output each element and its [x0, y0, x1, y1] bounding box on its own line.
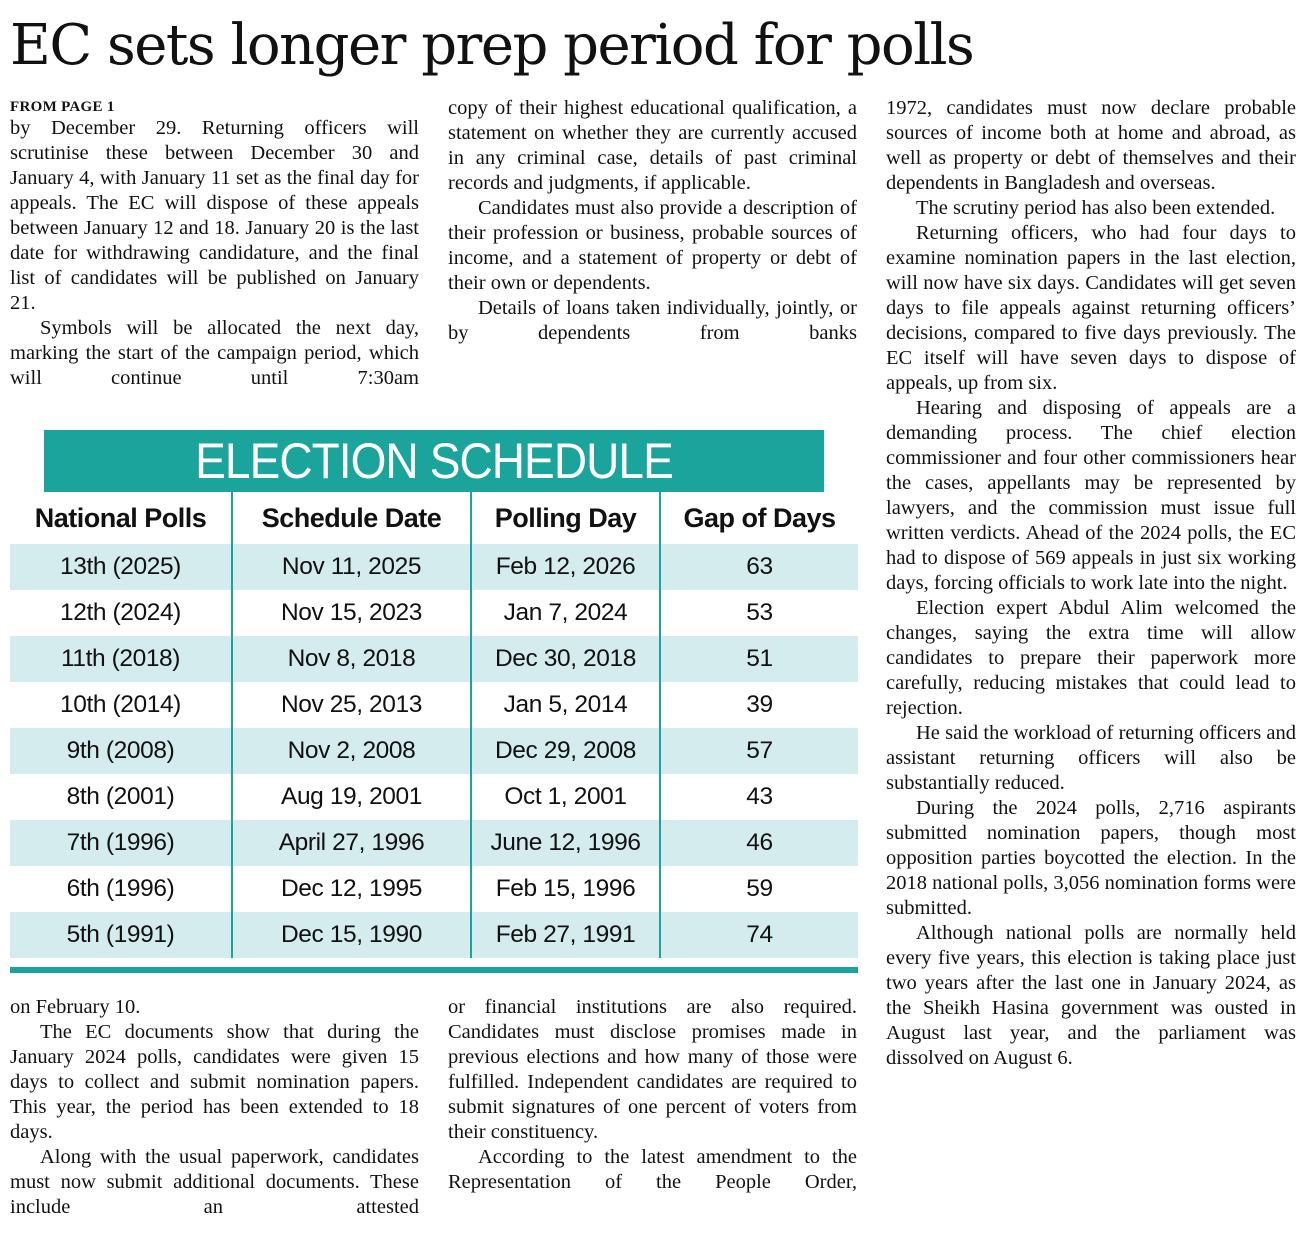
column-2-lower: [448, 995, 857, 1195]
table-row: [10, 866, 858, 912]
paragraph: Hearing and disposing of appeals are a demanding process. The chief election commissioner and four other commissioners hear the cases, appellants may be represented by lawyers, and the commission must issue full written verdicts. Ahead of the 2024 polls, the EC had to dispose of 569 appeals in just six working days, forcing officials to work late into the night.: [886, 397, 1296, 594]
column-header: Schedule Date: [232, 492, 471, 544]
polling-day-cell: Feb 15, 1996: [471, 866, 660, 912]
schedule-date-cell: Nov 15, 2023: [232, 590, 471, 636]
paragraph: or financial institutions are also required. Candidates must disclose promises made in previous elections and how many of those were fulfilled. Independent candidates are required to submit signatures of one percent of voters from their constituency.: [448, 996, 857, 1143]
schedule-date-cell: April 27, 1996: [232, 820, 471, 866]
table-row: [10, 728, 858, 774]
gap-days-cell: 46: [660, 820, 858, 866]
column-1-lower: [10, 995, 419, 1220]
polling-day-cell: Oct 1, 2001: [471, 774, 660, 820]
jump-kicker: FROM PAGE 1: [10, 99, 115, 115]
paragraph: copy of their highest educational qualification, a statement on whether they are currently accused in any criminal case, details of past criminal records and judgments, if applicable.: [448, 97, 857, 194]
poll-name-cell: 6th (1996): [10, 866, 232, 912]
table-bottom-rule: [10, 967, 858, 973]
polling-day-cell: June 12, 1996: [471, 820, 660, 866]
paragraph: Symbols will be allocated the next day, marking the start of the campaign period, which will continue until 7:30am: [10, 317, 419, 389]
paragraph: Although national polls are normally held every five years, this election is taking place just two years after the last one in January 2024, as the Sheikh Hasina government was ousted in August last year, and the parliament was dissolved on August 6.: [886, 922, 1296, 1069]
poll-name-cell: 11th (2018): [10, 636, 232, 682]
paragraph: Candidates must also provide a description of their profession or business, probable sources of income, and a statement of property or debt of their own or dependents.: [448, 197, 857, 294]
poll-name-cell: 5th (1991): [10, 912, 232, 958]
table-row: [10, 912, 858, 958]
schedule-date-cell: Aug 19, 2001: [232, 774, 471, 820]
schedule-date-cell: Nov 25, 2013: [232, 682, 471, 728]
poll-name-cell: 10th (2014): [10, 682, 232, 728]
schedule-grid: [10, 492, 858, 958]
column-3: [886, 96, 1296, 1071]
schedule-title: ELECTION SCHEDULE: [44, 430, 824, 492]
column-2-upper: [448, 96, 857, 346]
poll-name-cell: 7th (1996): [10, 820, 232, 866]
table-row: [10, 636, 858, 682]
paragraph: by December 29. Returning officers will scrutinise these between December 30 and January 4, with January 11 set as the final day for appeals. The EC will dispose of these appeals between January 12 and 18. January 20 is the last date for withdrawing candidature, and the final list of candidates will be published on January 21.: [10, 117, 419, 314]
column-header: National Polls: [34, 502, 207, 533]
paragraph: He said the workload of returning officers and assistant returning officers will also be substantially reduced.: [886, 722, 1296, 794]
paragraph: on February 10.: [10, 996, 141, 1018]
paragraph: Details of loans taken individually, jointly, or by dependents from banks: [448, 297, 857, 344]
paragraph: 1972, candidates must now declare probable sources of income both at home and abroad, as well as property or debt of themselves and their dependents in Bangladesh and overseas.: [886, 97, 1296, 194]
paragraph: Returning officers, who had four days to examine nomination papers in the last election, will now have six days. Candidates will get seven days to file appeals against returning officers’ decisions, compared to five days previously. The EC itself will have seven days to dispose of appeals, up from six.: [886, 222, 1296, 394]
schedule-date-cell: Dec 15, 1990: [232, 912, 471, 958]
column-header: Gap of Days: [660, 492, 858, 544]
poll-name-cell: 9th (2008): [10, 728, 232, 774]
table-row: [10, 774, 858, 820]
schedule-date-cell: Dec 12, 1995: [232, 866, 471, 912]
gap-days-cell: 57: [660, 728, 858, 774]
polling-day-cell: Dec 30, 2018: [471, 636, 660, 682]
paragraph: According to the latest amendment to the Representation of the People Order,: [448, 1146, 857, 1193]
polling-day-cell: Jan 7, 2024: [471, 590, 660, 636]
table-row: [10, 590, 858, 636]
election-schedule-table: [10, 430, 858, 973]
column-header: Polling Day: [471, 492, 660, 544]
gap-days-cell: 53: [660, 590, 858, 636]
headline: EC sets longer prep period for polls: [10, 13, 974, 78]
poll-name-cell: 13th (2025): [10, 544, 232, 590]
table-row: [10, 544, 858, 590]
paragraph: The EC documents show that during the January 2024 polls, candidates were given 15 days to collect and submit nomination papers. This year, the period has been extended to 18 days.: [10, 1021, 419, 1143]
header-row: [10, 492, 858, 544]
table-row: [10, 820, 858, 866]
polling-day-cell: Feb 27, 1991: [471, 912, 660, 958]
gap-days-cell: 43: [660, 774, 858, 820]
schedule-date-cell: Nov 2, 2008: [232, 728, 471, 774]
polling-day-cell: Dec 29, 2008: [471, 728, 660, 774]
table-row: [10, 682, 858, 728]
paragraph: During the 2024 polls, 2,716 aspirants submitted nomination papers, though most opposition parties boycotted the election. In the 2018 national polls, 3,056 nomination forms were submitted.: [886, 797, 1296, 919]
poll-name-cell: 8th (2001): [10, 774, 232, 820]
paragraph: Election expert Abdul Alim welcomed the changes, saying the extra time will allow candidates to prepare their paperwork more carefully, reducing mistakes that could lead to rejection.: [886, 597, 1296, 719]
gap-days-cell: 39: [660, 682, 858, 728]
schedule-date-cell: Nov 8, 2018: [232, 636, 471, 682]
gap-days-cell: 51: [660, 636, 858, 682]
paragraph: Along with the usual paperwork, candidates must now submit additional documents. These include an attested: [10, 1146, 419, 1218]
gap-days-cell: 59: [660, 866, 858, 912]
poll-name-cell: 12th (2024): [10, 590, 232, 636]
schedule-date-cell: Nov 11, 2025: [232, 544, 471, 590]
polling-day-cell: Feb 12, 2026: [471, 544, 660, 590]
column-1-upper: [10, 98, 419, 391]
paragraph: The scrutiny period has also been extended.: [916, 197, 1276, 219]
gap-days-cell: 74: [660, 912, 858, 958]
gap-days-cell: 63: [660, 544, 858, 590]
polling-day-cell: Jan 5, 2014: [471, 682, 660, 728]
